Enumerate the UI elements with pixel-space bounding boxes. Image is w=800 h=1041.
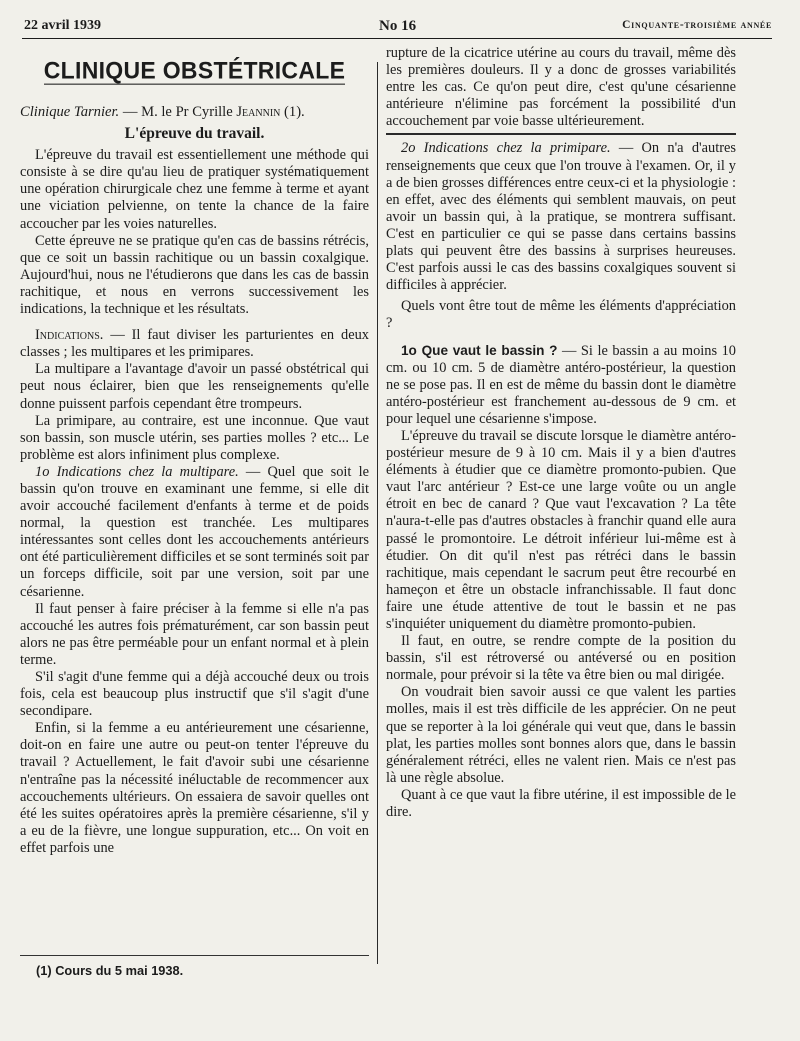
publication-year: Cinquante-troisième année bbox=[622, 19, 772, 31]
section-rule bbox=[386, 133, 736, 135]
paragraph: La multipare a l'avantage d'avoir un passé obstétrical qui peut nous éclairer, bien que les renseignements qu'elle donne puissent parfois cependant être trompeurs. bbox=[20, 361, 369, 412]
footnote: (1) Cours du 5 mai 1938. bbox=[36, 963, 184, 978]
paragraph: S'il s'agit d'une femme qui a déjà accouché deux ou trois fois, cela est beaucoup plus instructif que s'il s'agit d'une secondipare. bbox=[20, 669, 369, 720]
paragraph: L'épreuve du travail se discute lorsque le diamètre antéro-postérieur mesure de 9 à 10 cm. Mais il y a bien d'autres éléments à étudier que ce diamètre promonto-pubien. Que vaut l'arc antérieur ? Est-ce une large voûte ou un angle étroit en bec de canard ? Que vaut l'excavation ? La tête n'aura-t-elle pas d'autres obstacles à franchir quand elle aura passé le promontoire. Le détroit inférieur lui-même est à étudier. On dit qu'il n'est pas rétréci dans le bassin rachitique, mais cependant le sacrum peut être recourbé en hameçon et être un obstacle infranchissable. Il faut donc faire une étude attentive de tout le bassin et ne pas s'inquiéter uniquement du diamètre promonto-pubien. bbox=[386, 427, 736, 632]
paragraph: Il faut, en outre, se rendre compte de la position du bassin, s'il est rétroversé ou antéversé ou en position normale, pour prévoir si la tête va être bien ou mal dirigée. bbox=[386, 633, 736, 684]
lecture-line: Clinique Tarnier. — M. le Pr Cyrille Jeannin (1). bbox=[20, 104, 305, 120]
column-divider bbox=[377, 62, 378, 964]
paragraph: Enfin, si la femme a eu antérieurement une césarienne, doit-on en faire une autre ou peut-on tenter l'épreuve du travail ? Actuellement, le fait d'avoir subi une césarienne n'entraîne pas la nécessité inéluctable de recommencer aux accouchements ultérieurs. On essaiera de savoir quelles ont été les suites opératoires après la première césarienne, s'il y a eu de la fièvre, une longue suppuration, etc... On voit en effet parfois une bbox=[20, 720, 369, 856]
paragraph-heading: 1o Indications chez la multipare. bbox=[35, 463, 239, 480]
paragraph: 1o Que vaut le bassin ? — Si le bassin a au moins 10 cm. ou 10 cm. 5 de diamètre antéro-postérieur, la question ne se pose pas. Il en est de même du bassin dont le diamètre antéro-postérieur est franchement au-dessous de 9 cm. et pour lequel une césarienne s'impose. bbox=[386, 342, 736, 427]
paragraph-heading: Indications. bbox=[35, 327, 104, 344]
left-column bbox=[20, 45, 369, 857]
right-column bbox=[386, 45, 736, 821]
professor-name: Jeannin bbox=[236, 104, 281, 120]
footnote-ref: (1). bbox=[280, 104, 305, 120]
paragraph: Cette épreuve ne se pratique qu'en cas de bassins rétrécis, que ce soit un bassin rachitique ou un bassin coxalgique. Aujourd'hui, nous ne l'étudierons que dans les cas de bassin rachitique, et nous en verrons successivement les indications, la technique et les résultats. bbox=[20, 232, 369, 318]
paragraph: Quels vont être tout de même les éléments d'appréciation ? bbox=[386, 298, 736, 332]
section-title: CLINIQUE OBSTÉTRICALE bbox=[43, 56, 346, 84]
issue-date: 22 avril 1939 bbox=[24, 18, 101, 33]
paragraph: L'épreuve du travail est essentiellement une méthode qui consiste à se dire qu'au lieu de pratiquer systématiquement une opération chirurgicale chez une femme à terme et ayant une viciation pelvienne, on tente la chance de la faire accoucher par les voies naturelles. bbox=[20, 147, 369, 232]
paragraph: 1o Indications chez la multipare. — Quel que soit le bassin qu'on trouve en examinant une femme, si elle dit avoir accouché facilement d'enfants à terme et de poids normal, la question est tranchée. Les multipares intéressantes sont celles dont les accouchements antérieurs ont été particulièrement difficiles et se sont terminés soit par un forceps difficile, soit par une version, soit par une césarienne. bbox=[20, 463, 369, 600]
article-subtitle: L'épreuve du travail. bbox=[124, 125, 265, 143]
footnote-rule bbox=[20, 955, 369, 956]
running-header bbox=[22, 16, 772, 39]
paragraph: Quant à ce que vaut la fibre utérine, il est impossible de le dire. bbox=[386, 786, 736, 821]
paragraph: Il faut penser à faire préciser à la femme si elle n'a pas accouché les autres fois prématurément, car son bassin peut alors ne pas être perméable pour un enfant normal et à plein terme. bbox=[20, 600, 369, 668]
paragraph: rupture de la cicatrice utérine au cours du travail, même dès les premières douleurs. Il y a donc de grosses variabilités entre les cas. Ce qu'on peut dire, c'est qu'une césarienne antérieure n'élimine pas forcément la possibilité d'un accouchement par voie basse ultérieurement. bbox=[386, 45, 736, 130]
paragraph: La primipare, au contraire, est une inconnue. Que vaut son bassin, son muscle utérin, ses parties molles ? etc... Le problème est alors infiniment plus complexe. bbox=[20, 412, 369, 463]
clinic-name: Clinique Tarnier. bbox=[20, 104, 120, 120]
paragraph-heading: 2o Indications chez la primipare. bbox=[401, 140, 611, 157]
paragraph: 2o Indications chez la primipare. — On n'a d'autres renseignements que ceux que l'on trouve à l'examen. Or, il y a de bien grosses différences entre ceux-ci et la physiologie : en effet, avec des éléments qui semblent mauvais, on peut avoir un bassin qui, à la pratique, se montrera suffisant. C'est en particulier ce qui se passe dans certains bassins plats qui peuvent être des bassins à surprises heureuses. C'est parfois aussi le cas des bassins coxalgiques souvent si difficiles à apprécier. bbox=[386, 140, 736, 294]
paragraph-heading: 1o Que vaut le bassin ? bbox=[401, 342, 558, 358]
paragraph: Indications. — Il faut diviser les parturientes en deux classes ; les multipares et les primipares. bbox=[20, 327, 369, 361]
issue-number: No 16 bbox=[379, 18, 417, 34]
paragraph: On voudrait bien savoir aussi ce que valent les parties molles, mais il est très difficile de les apprécier. On ne peut que se reporter à la loi générale qui veut que, dans le bassin plat, les parties molles sont bonnes alors que, dans le bassin généralement rétréci, elles ne valent rien. Mais ce n'est pas là une règle absolue. bbox=[386, 684, 736, 786]
